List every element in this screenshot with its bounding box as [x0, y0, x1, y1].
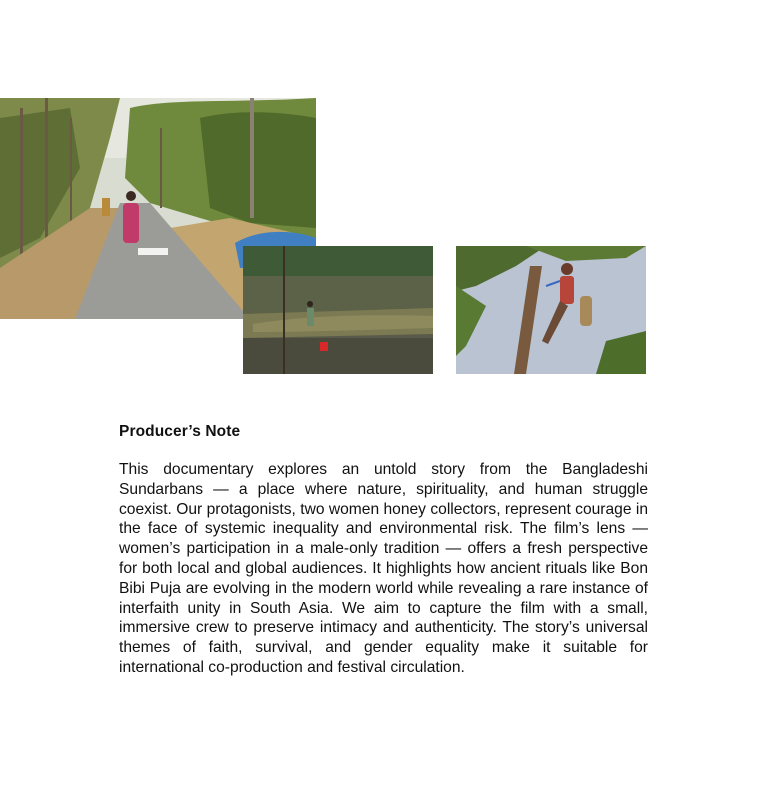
producers-note: [119, 422, 648, 678]
note-heading: Producer’s Note: [119, 423, 241, 440]
climber-photo: [456, 246, 646, 374]
field-photo-image: [243, 246, 433, 374]
field-photo: [243, 246, 433, 374]
climber-photo-image: [456, 246, 646, 374]
note-body: This documentary explores an untold story from the Bangladeshi Sundarbans — a place where nature, spirituality, and human struggle coexist. Our protagonists, two women honey collectors, represent courage in the face of systemic inequality and environmental risk. The film’s lens — women’s participation in a male-only tradition — offers a fresh perspective for both local and global audiences. It highlights how ancient rituals like Bon Bibi Puja are evolving in the modern world while revealing a rare instance of interfaith unity in South Asia. We aim to capture the film with a small, immersive crew to preserve intimacy and authenticity. The story’s universal themes of faith, survival, and gender equality make it suitable for international co-production and festival circulation.: [119, 461, 648, 676]
